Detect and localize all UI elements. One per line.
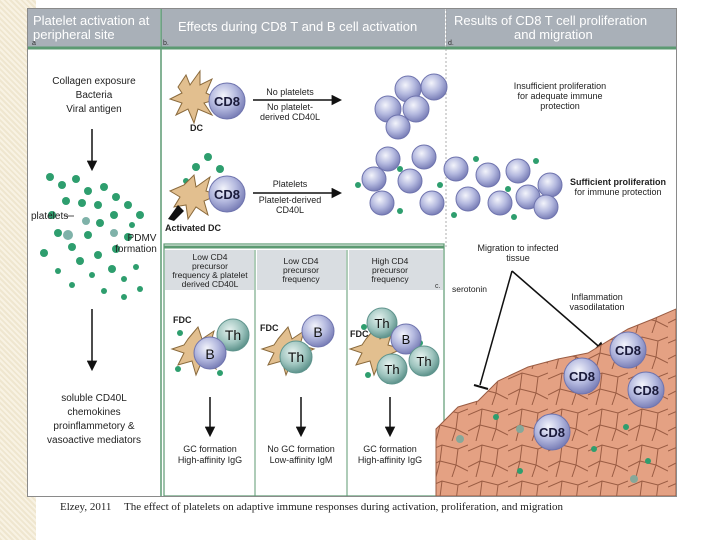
mediator-chemokines: chemokines [67,407,121,418]
platelets-arrow-label: Platelets [272,179,308,189]
figure-panel [27,8,677,497]
panel-b-letter: b. [163,40,169,47]
no-platelet-derived-label: No platelet- [266,102,314,112]
mediator-proinflammatory: proinflammetory & [53,421,135,432]
pdmv-label: PDMV [127,233,157,244]
col3-outcome-1: GC formation [363,444,417,454]
col2-outcome-1: No GC formation [267,444,335,454]
sufficient-line2: for immune protection [574,187,662,197]
caption-text: The effect of platelets on adaptive immune responses during activation, proliferation, and migration [123,501,564,513]
row2-arrow-labels [259,179,322,215]
panel-a-title-line1: Platelet activation at [33,13,150,28]
col2-header-3: frequency [282,274,320,284]
trigger-bacteria: Bacteria [75,90,113,101]
col3-header-3: frequency [371,274,409,284]
pdmv-formation-label: formation [115,244,157,255]
col2-header-2: precursor [283,265,319,275]
sufficient-line1: Sufficient proliferation [569,177,667,187]
col2-header-1: Low CD4 [283,256,319,266]
col2-outcome-2: Low-affinity IgM [269,455,333,465]
col1-outcome-1: GC formation [183,444,237,454]
col3-th-label-1: Th [374,316,390,331]
serotonin-label: serotonin [452,284,487,294]
platelets-label: platelets [31,211,69,222]
tissue-cd8-label-2: CD8 [568,369,596,384]
serotonin-inhibit-bar [474,385,488,389]
col1-header-2: precursor [192,261,228,271]
panel-c-headers [172,252,409,289]
inflammation-line2: vasodilatation [569,302,625,312]
panel-a-title-line2: peripheral site [33,27,115,42]
panel-d-title-line2: and migration [514,27,593,42]
panel-b-title: Effects during CD8 T and B cell activation [178,19,418,34]
col3-fdc-label: FDC [350,329,369,339]
dc-label: DC [190,123,203,133]
cd8-label-row1: CD8 [213,94,241,109]
col3-header-2: precursor [372,265,408,275]
row1-arrow-labels [260,87,320,122]
col3-th-label-2: Th [416,354,432,369]
col1-outcome-2: High-affinity IgG [177,455,243,465]
tissue-cd8-label-3: CD8 [632,383,660,398]
insufficient-text [514,81,606,111]
col1-header-3: frequency & platelet [172,270,248,280]
col3-outcome-2: High-affinity IgG [357,455,423,465]
migration-line2: tissue [506,253,530,263]
col1-header-4: derived CD40L [181,279,239,289]
col2-b-label: B [313,324,323,340]
panel-d-letter: d. [448,40,454,47]
derived-cd40l-label: derived CD40L [259,112,321,122]
inflammation-line1: Inflammation [571,292,623,302]
diagram-svg [28,9,676,496]
activated-dc-label: Activated DC [165,223,222,233]
panel-c-outcomes [178,444,422,465]
insufficient-line1: Insufficient proliferation [513,81,607,91]
migration-line1: Migration to infected [477,243,559,253]
panel-d-title-line1: Results of CD8 T cell proliferation [454,13,648,28]
trigger-collagen: Collagen exposure [52,76,136,87]
trigger-viral-antigen: Viral antigen [66,104,122,115]
col1-b-label: B [205,346,215,362]
insufficient-line2: for adequate immune [517,91,603,101]
insufficient-line3: protection [540,101,580,111]
no-platelets-label: No platelets [266,87,314,97]
insufficient-cluster [375,74,447,139]
mediator-cd40l: soluble CD40L [61,393,127,404]
col3-th-label-3: Th [384,362,400,377]
panel-a-letter: a [32,40,36,47]
col2-th-label: Th [287,349,305,365]
col2-fdc-label: FDC [260,323,279,333]
mediator-vasoactive: vasoactive mediators [47,435,141,446]
col1-header-1: Low CD4 [192,252,228,262]
col3-b-label: B [401,332,411,347]
tissue-cd8-label-1: CD8 [614,343,642,358]
figure-caption [60,501,700,513]
cd8-label-row2: CD8 [213,187,241,202]
tissue-cd8-label-4: CD8 [538,425,566,440]
col1-fdc-label: FDC [173,315,192,325]
panel-c-letter: c. [435,283,441,290]
migration-text [477,243,558,263]
sufficient-cluster [362,145,562,219]
panel-a-mediators [47,393,141,446]
caption-source: Elzey, 2011 [60,501,112,513]
platelet-derived-label: Platelet-derived [258,195,322,205]
sufficient-text [570,177,666,197]
cd40l-label: CD40L [275,205,305,215]
col1-th-label: Th [224,327,242,343]
panel-a-triggers [52,76,136,115]
col3-header-1: High CD4 [371,256,409,266]
inflammation-text [569,292,624,312]
